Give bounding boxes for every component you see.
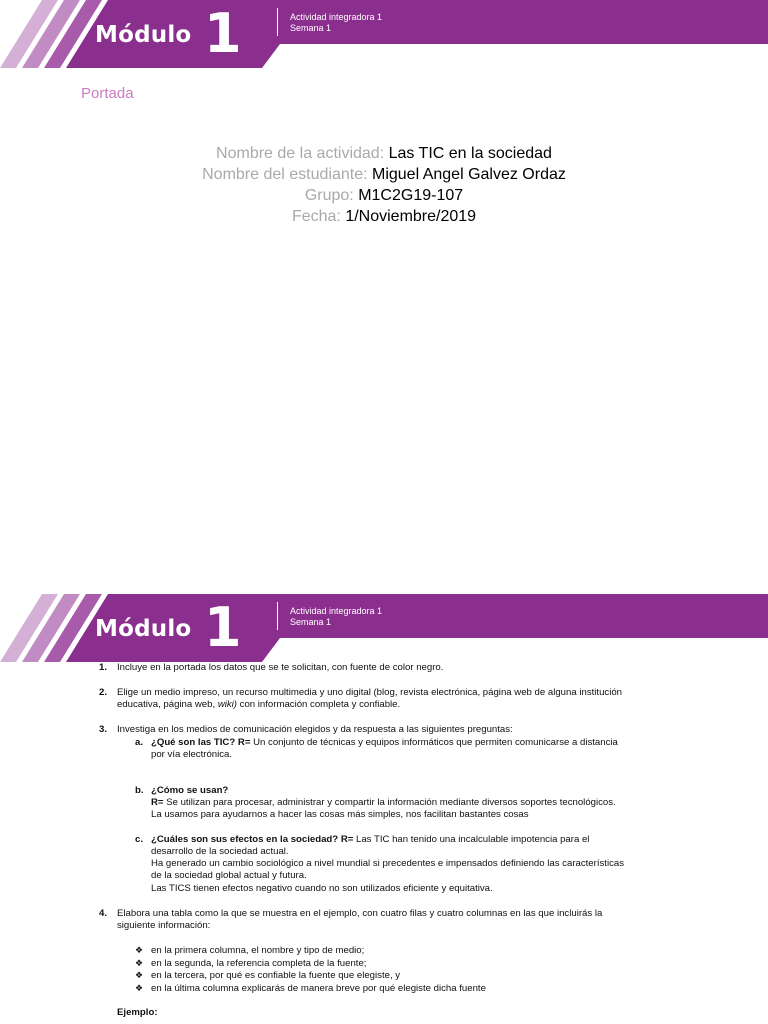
question-text: ¿Qué son las TIC? (151, 737, 236, 748)
item-4-line1: Elabora una tabla como la que se muestra en el ejemplo, con cuatro filas y cuatro columnas en las que incluirás la (117, 908, 603, 919)
answer-text: Un conjunto de técnicas y equipos informáticos que permiten comunicarse a distancia (250, 737, 618, 748)
cover-value: M1C2G19-107 (358, 187, 464, 204)
header-divider (277, 602, 278, 630)
list-item (135, 982, 695, 995)
cover-group-row (0, 185, 768, 206)
answer-marker: R= (340, 834, 354, 845)
subitem-letter: b. (135, 785, 144, 796)
bullet-text: en la segunda, la referencia completa de la fuente; (151, 958, 367, 969)
item-3-text: Investiga en los medios de comunicación elegidos y da respuesta a las siguientes preguntas: (117, 724, 513, 735)
section-title-portada: Portada (81, 85, 134, 102)
cover-value: Miguel Angel Galvez Ordaz (372, 166, 566, 183)
subitem-c-line5: Las TICS tienen efectos negativo cuando no son utilizados eficiente y equitativa. (151, 883, 493, 894)
subitem-c-line3: Ha generado un cambio sociológico a nivel mundial si precedentes e impensados definiendo las características (151, 858, 625, 869)
subitem-c-line1 (151, 834, 686, 846)
cover-value: Las TIC en la sociedad (388, 145, 552, 162)
header-divider (277, 8, 278, 36)
subitem-b-line1 (151, 797, 686, 809)
list-item (135, 944, 695, 957)
example-label: Ejemplo: (117, 1007, 158, 1018)
cover-value: 1/Noviembre/2019 (345, 208, 477, 225)
item-4-line2: siguiente información: (117, 920, 211, 931)
module-number: 1 (204, 2, 242, 65)
cover-info (0, 143, 768, 227)
item-2-line1: Elige un medio impreso, un recurso multimedia y uno digital (blog, revista electrónica, página web de alguna institución (117, 687, 623, 698)
question-text: ¿Cuáles son sus efectos en la sociedad? (151, 834, 339, 845)
module-label: Módulo (95, 22, 192, 48)
answer-text: Las TIC han tenido una incalculable impotencia para el (353, 834, 590, 845)
bullet-text: en la primera columna, el nombre y tipo de medio; (151, 945, 365, 956)
cover-label: Grupo: (304, 187, 354, 204)
subitem-a-line2: por vía electrónica. (151, 749, 233, 760)
question-text: ¿Cómo se usan? (151, 785, 229, 796)
list-item (135, 969, 695, 982)
item-2-line2 (117, 699, 686, 711)
cover-label: Fecha: (291, 208, 341, 225)
diamond-bullet-icon: ❖ (135, 958, 144, 968)
page1-header (0, 0, 768, 70)
week-label: Semana 1 (290, 23, 332, 33)
cover-date-row (0, 206, 768, 227)
item-number: 2. (99, 687, 108, 698)
bullet-text: en la tercera, por qué es confiable la fuente que elegiste, y (151, 970, 401, 981)
subitem-b-line2: La usamos para ayudarnos a hacer las cosas más simples, nos facilitan bastantes cosas (151, 809, 529, 820)
subitem-letter: a. (135, 737, 144, 748)
subitem-a-line1 (151, 737, 686, 749)
answer-marker: R= (151, 797, 164, 808)
cover-student-row (0, 164, 768, 185)
item-number: 3. (99, 724, 108, 735)
answer-text: Se utilizan para procesar, administrar y compartir la información mediante diversos soportes tecnológicos. (163, 797, 616, 808)
text-segment: educativa, página web, (117, 699, 218, 710)
page2-header (0, 594, 768, 664)
item-number: 1. (99, 662, 108, 673)
subitem-b-question (151, 785, 686, 797)
subitem-letter: c. (135, 834, 144, 845)
subitem-c-line4: de la sociedad global actual y futura. (151, 870, 307, 881)
diamond-bullet-icon: ❖ (135, 970, 144, 980)
week-label: Semana 1 (290, 617, 332, 627)
module-label: Módulo (95, 616, 192, 642)
diamond-bullet-icon: ❖ (135, 945, 144, 955)
activity-title: Actividad integradora 1 (290, 12, 383, 22)
cover-activity-row (0, 143, 768, 164)
item-number: 4. (99, 908, 108, 919)
activity-title: Actividad integradora 1 (290, 606, 383, 616)
cover-label: Nombre del estudiante: (202, 166, 368, 183)
module-number: 1 (204, 596, 242, 659)
subitem-c-line2: desarrollo de la sociedad actual. (151, 846, 289, 857)
bullet-text: en la última columna explicarás de manera breve por qué elegiste dicha fuente (151, 983, 486, 994)
text-segment: con información completa y confiable. (237, 699, 401, 710)
diamond-bullet-icon: ❖ (135, 983, 144, 993)
cover-label: Nombre de la actividad: (216, 145, 385, 162)
answer-marker: R= (237, 737, 251, 748)
text-segment-italic: wiki) (217, 699, 237, 710)
item-1-text: Incluye en la portada los datos que se te solicitan, con fuente de color negro. (117, 662, 444, 673)
